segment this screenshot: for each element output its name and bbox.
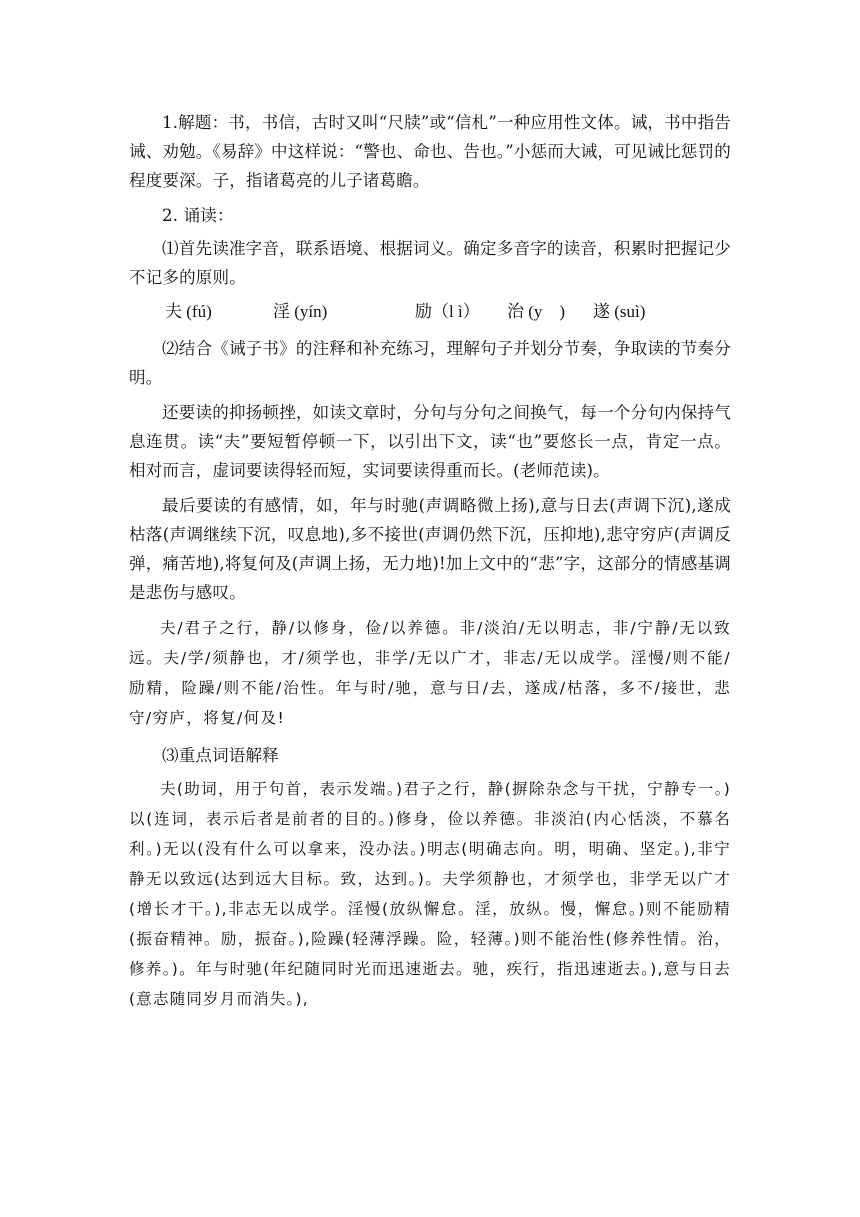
paragraph-vocabulary-heading: ⑶重点词语解释 (162, 746, 279, 765)
pronunciation-item: 治 (y ) (507, 302, 566, 321)
document-body (129, 108, 731, 1022)
pronunciation-item: 励（l ì） (415, 302, 480, 321)
paragraph-pronunciation-guide: ⑴首先读准字音，联系语境、根据词义。确定多音字的读音，积累时把握记少不记多的原则。 (129, 239, 731, 287)
pronunciation-row (129, 298, 731, 326)
paragraph-title-explanation: 1.解题：书，书信，古时又叫“尺牍”或“信札”一种应用性文体。诫，书中指告诫、劝勉。《易辞》中这样说：“警也、命也、告也。”小惩而大诫，可见诫比惩罚的程度要深。子，指诸葛亮的儿子诸葛瞻。 (129, 113, 731, 190)
pronunciation-item: 夫 (fú) (165, 302, 212, 321)
paragraph-text-with-pauses: 夫/君子之行，静/以修身，俭/以养德。非/淡泊/无以明志，非/宁静/无以致远。夫/学/须静也，才/须学也，非学/无以广才，非志/无以成学。淫慢/则不能/励精，险躁/则不能/治性。年与时/驰，意与日/去，遂成/枯落，多不/接世，悲守/穷庐，将复/何及! (129, 619, 731, 727)
paragraph-rhythm: ⑵结合《诫子书》的注释和补充练习，理解句子并划分节奏，争取读的节奏分明。 (129, 339, 731, 387)
paragraph-vocabulary-explanations: 夫(助词，用于句首，表示发端。)君子之行，静(摒除杂念与干扰，宁静专一。)以(连词，表示后者是前者的目的。)修身，俭以养德。非淡泊(内心恬淡，不慕名利。)无以(没有什么可以拿来，没办法。)明志(明确志向。明，明确、坚定。),非宁静无以致远(达到远大目标。致，达到。)。夫学须静也，才须学也，非学无以广才(增长才干。),非志无以成学。淫慢(放纵懈怠。淫，放纵。慢，懈怠。)则不能励精(振奋精神。励，振奋。),险躁(轻薄浮躁。险，轻薄。)则不能治性(修养性情。治，修养。)。年与时驰(年纪随同时光而迅速逝去。驰，疾行，指迅速逝去。),意与日去(意志随同岁月而消失。), (129, 780, 731, 1008)
pronunciation-item: 淫 (yín) (273, 302, 328, 321)
pronunciation-item: 遂 (suì) (593, 302, 646, 321)
paragraph-emotion: 最后要读的有感情，如，年与时驰(声调略微上扬),意与日去(声调下沉),遂成枯落(声调继续下沉，叹息地),多不接世(声调仍然下沉，压抑地),悲守穷庐(声调反弹，痛苦地),将复何及(声调上扬，无力地)!加上文中的“悲”字，这部分的情感基调是悲伤与感叹。 (129, 496, 731, 602)
paragraph-reading-heading: 2. 诵读： (162, 206, 234, 225)
paragraph-intonation: 还要读的抑扬顿挫，如读文章时，分句与分句之间换气，每一个分句内保持气息连贯。读“夫”要短暂停顿一下，以引出下文，读“也”要悠长一点，肯定一点。相对而言，虚词要读得轻而短，实词要读得重而长。(老师范读)。 (129, 403, 731, 480)
